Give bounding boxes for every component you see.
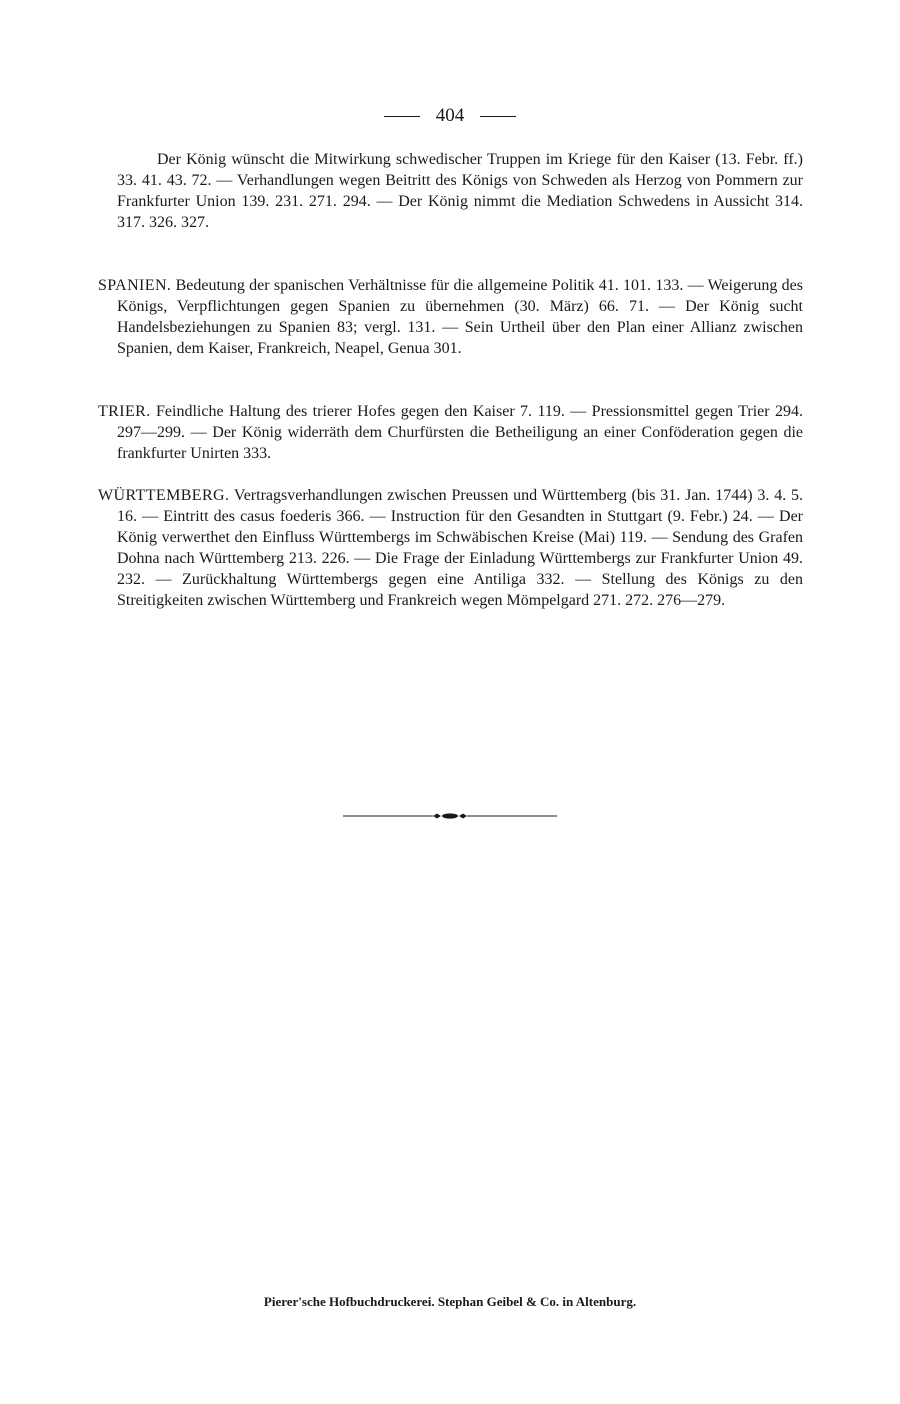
index-entry-wuerttemberg xyxy=(98,485,803,611)
entry-text-spanien: Bedeutung der spanischen Verhältnisse für die allgemeine Politik 41. 101. 133. — Weigerung des Königs, Verpflichtungen gegen Spanien zu übernehmen (30. März) 66. 71. — Der König sucht Handelsbeziehungen zu Spanien 83; vergl. 131. — Sein Urtheil über den Plan einer Allianz zwischen Spanien, dem Kaiser, Frankreich, Neapel, Genua 301. xyxy=(117,277,803,357)
index-entry-trier xyxy=(98,401,803,464)
page-number-header xyxy=(0,104,900,128)
entry-heading-spanien: SPANIEN. xyxy=(98,277,172,294)
printer-imprint: Pierer'sche Hofbuchdruckerei. Stephan Geibel & Co. in Altenburg. xyxy=(263,1294,637,1309)
index-entry-continuation: Der König wünscht die Mitwirkung schwedischer Truppen im Kriege für den Kaiser (13. Febr. ff.) 33. 41. 43. 72. — Verhandlungen wegen Beitritt des Königs von Schweden als Herzog von Pommern zur Frankfurter Union 139. 231. 271. 294. — Der König nimmt die Mediation Schwedens in Aussicht 314. 317. 326. 327. xyxy=(117,151,803,231)
entry-text-wuerttemberg: Vertragsverhandlungen zwischen Preussen und Württemberg (bis 31. Jan. 1744) 3. 4. 5. 16. — Eintritt des casus foederis 366. — Instruction für den Gesandten in Stuttgart (9. Febr.) 24. — Der König verwerthet den Einfluss Württembergs im Schwäbischen Kreise (Mai) 119. — Sendung des Grafen Dohna nach Württemberg 213. 226. — Die Frage der Einladung Württembergs zur Frankfurter Union 49. 232. — Zurückhaltung Württembergs gegen eine Antiliga 332. — Stellung des Königs zu den Streitigkeiten zwischen Württemberg und Frankreich wegen Mömpelgard 271. 272. 276—279. xyxy=(117,487,803,609)
index-entry-spanien xyxy=(98,275,803,359)
end-ornament xyxy=(343,812,557,820)
page-number-right-dash xyxy=(480,116,516,117)
entry-text-trier: Feindliche Haltung des trierer Hofes gegen den Kaiser 7. 119. — Pressionsmittel gegen Trier 294. 297—299. — Der König widerräth dem Churfürsten die Betheiligung an einer Conföderation gegen die frankfurter Unirten 333. xyxy=(117,403,803,462)
page-number: 404 xyxy=(435,105,465,126)
entry-heading-trier: TRIER. xyxy=(98,403,151,420)
entry-heading-wuerttemberg: WÜRTTEMBERG. xyxy=(98,487,230,504)
page-number-left-dash xyxy=(384,116,420,117)
